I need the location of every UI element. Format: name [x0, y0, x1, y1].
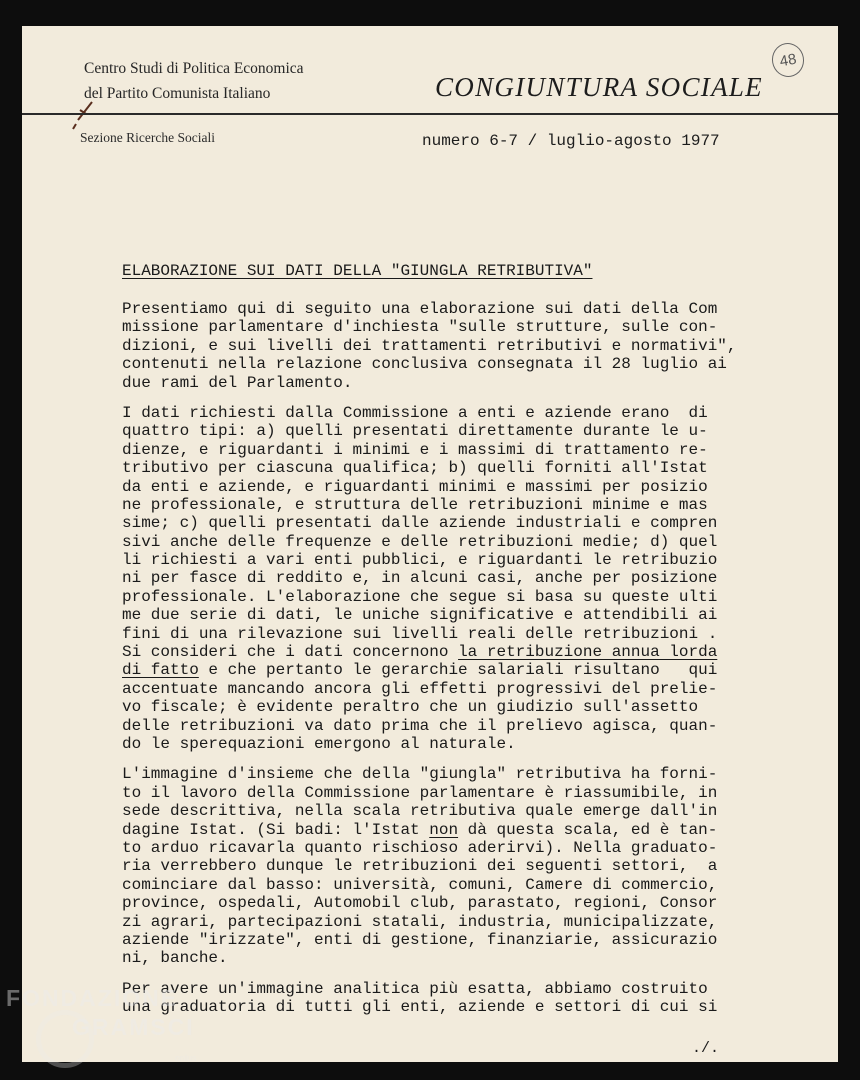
page-number-stamp: 48 [769, 40, 806, 79]
org-name-line1: Centro Studi di Politica Economica [84, 60, 304, 77]
text-segment: li richiesti a vari enti pubblici, e riguardanti le retribuzio [122, 551, 718, 570]
text-segment: ne professionale, e struttura delle retribuzioni minime e mas [122, 495, 708, 514]
text-segment: sime; c) quelli presentati dalle aziende industriali e compren [122, 514, 718, 533]
text-line [122, 821, 742, 839]
text-line [122, 441, 742, 459]
text-line [122, 514, 742, 532]
continuation-mark: ./. [692, 1040, 720, 1057]
text-segment: professionale. L'elaborazione che segue si basa su queste ulti [122, 587, 718, 606]
text-segment: L'immagine d'insieme che della "giungla" retributiva ha forni- [122, 765, 718, 784]
masthead-title: CONGIUNTURA SOCIALE [435, 72, 763, 102]
text-line [122, 459, 742, 477]
text-segment: ni, banche. [122, 949, 228, 968]
text-segment: e che pertanto le gerarchie salariali risultano qui [198, 661, 718, 680]
document-title: ELABORAZIONE SUI DATI DELLA "GIUNGLA RETRIBUTIVA" [122, 262, 593, 280]
text-line [122, 839, 742, 857]
text-segment: sede descrittiva, nella scala retributiva quale emerge dall'in [122, 802, 718, 821]
text-segment: aziende "irizzate", enti di gestione, finanziarie, assicurazio [122, 930, 718, 949]
text-line [122, 802, 742, 820]
text-line [122, 337, 742, 355]
text-line [122, 318, 742, 336]
text-line [122, 551, 742, 569]
text-segment: dà questa scala, ed è tan- [458, 820, 718, 839]
text-line [122, 300, 742, 318]
text-segment: Presentiamo qui di seguito una elaborazione sui dati della Com [122, 300, 718, 318]
text-segment: da enti e aziende, e riguardanti minimi e massimi per posizio [122, 477, 708, 496]
text-line [122, 661, 742, 679]
text-line [122, 643, 742, 661]
text-segment: province, ospedali, Automobil club, parastato, regioni, Consor [122, 894, 718, 913]
text-segment: cominciare dal basso: università, comuni, Camere di commercio, [122, 875, 718, 894]
text-segment: sivi anche delle frequenze e delle retribuzioni medie; d) quel [122, 532, 718, 551]
text-segment: due rami del Parlamento. [122, 373, 353, 392]
watermark-sub: onlus [175, 1053, 197, 1063]
text-line [122, 374, 742, 392]
text-segment: fini di una rilevazione sui livelli reali delle retribuzioni . [122, 624, 718, 643]
text-line [122, 698, 742, 716]
text-line [122, 355, 742, 373]
text-line [122, 588, 742, 606]
text-line [122, 496, 742, 514]
text-line [122, 680, 742, 698]
text-line [122, 422, 742, 440]
paragraph [122, 980, 742, 1017]
text-line [122, 876, 742, 894]
text-line [122, 784, 742, 802]
text-line [122, 913, 742, 931]
text-line [122, 980, 742, 998]
underlined-text: la retribuzione annua lorda [458, 643, 718, 662]
paragraph [122, 765, 742, 967]
text-segment: ni per fasce di reddito e, in alcuni casi, anche per posizione [122, 569, 718, 588]
text-segment: vo fiscale; è evidente peraltro che un giudizio sull'assetto [122, 698, 699, 717]
text-line [122, 625, 742, 643]
text-line [122, 606, 742, 624]
document-page [22, 26, 838, 1062]
paragraph [122, 300, 742, 392]
issue-line: numero 6-7 / luglio-agosto 1977 [422, 132, 720, 150]
text-line [122, 533, 742, 551]
text-segment: dizioni, e sui livelli dei trattamenti retributivi e normativi", [122, 336, 737, 355]
text-line [122, 717, 742, 735]
document-body [122, 262, 742, 1028]
header-rule [22, 113, 838, 115]
section-label: Sezione Ricerche Sociali [80, 130, 215, 145]
text-line [122, 998, 742, 1016]
paragraph [122, 404, 742, 753]
text-line [122, 857, 742, 875]
text-segment: zi agrari, partecipazioni statali, industria, municipalizzate, [122, 912, 718, 931]
text-segment: dienze, e riguardanti i minimi e i massimi di trattamento re- [122, 440, 708, 459]
text-segment: delle retribuzioni va dato prima che il prelievo agisca, quan- [122, 716, 718, 735]
text-line [122, 931, 742, 949]
text-segment: contenuti nella relazione conclusiva consegnata il 28 luglio ai [122, 355, 727, 374]
text-segment: Per avere un'immagine analitica più esatta, abbiamo costruito [122, 979, 708, 998]
watermark-line2: GRAMSCI [72, 1014, 195, 1040]
text-segment: missione parlamentare d'inchiesta "sulle strutture, sulle con- [122, 318, 718, 337]
paragraphs [122, 300, 742, 1016]
underlined-text: non [429, 820, 459, 839]
watermark-line1: FONDAZIONE [6, 985, 179, 1011]
text-segment: I dati richiesti dalla Commissione a enti e aziende erano di [122, 403, 708, 422]
text-segment: ria verrebbero dunque le retribuzioni dei seguenti settori, a [122, 857, 718, 876]
text-line [122, 735, 742, 753]
text-segment: me due serie di dati, le uniche significative e attendibili ai [122, 606, 718, 625]
text-line [122, 894, 742, 912]
text-line [122, 478, 742, 496]
text-segment: do le sperequazioni emergono al naturale. [122, 734, 516, 753]
text-segment: quattro tipi: a) quelli presentati direttamente durante le u- [122, 422, 708, 441]
text-segment: accentuate mancando ancora gli effetti progressivi del prelie- [122, 679, 718, 698]
underlined-text: di fatto [122, 661, 199, 680]
text-segment: to il lavoro della Commissione parlamentare è riassumibile, in [122, 783, 718, 802]
text-line [122, 404, 742, 422]
org-name-line2: del Partito Comunista Italiano [84, 85, 271, 102]
text-line [122, 949, 742, 967]
text-segment: dagine Istat. (Si badi: l'Istat [122, 820, 430, 839]
text-segment: Si consideri che i dati concernono [122, 643, 459, 662]
text-line [122, 765, 742, 783]
text-segment: una graduatoria di tutti gli enti, aziende e settori di cui si [122, 998, 718, 1017]
text-segment: to arduo ricavarla quanto rischioso aderirvi). Nella graduato- [122, 838, 718, 857]
text-segment: tributivo per ciascuna qualifica; b) quelli forniti all'Istat [122, 459, 708, 478]
text-line [122, 569, 742, 587]
